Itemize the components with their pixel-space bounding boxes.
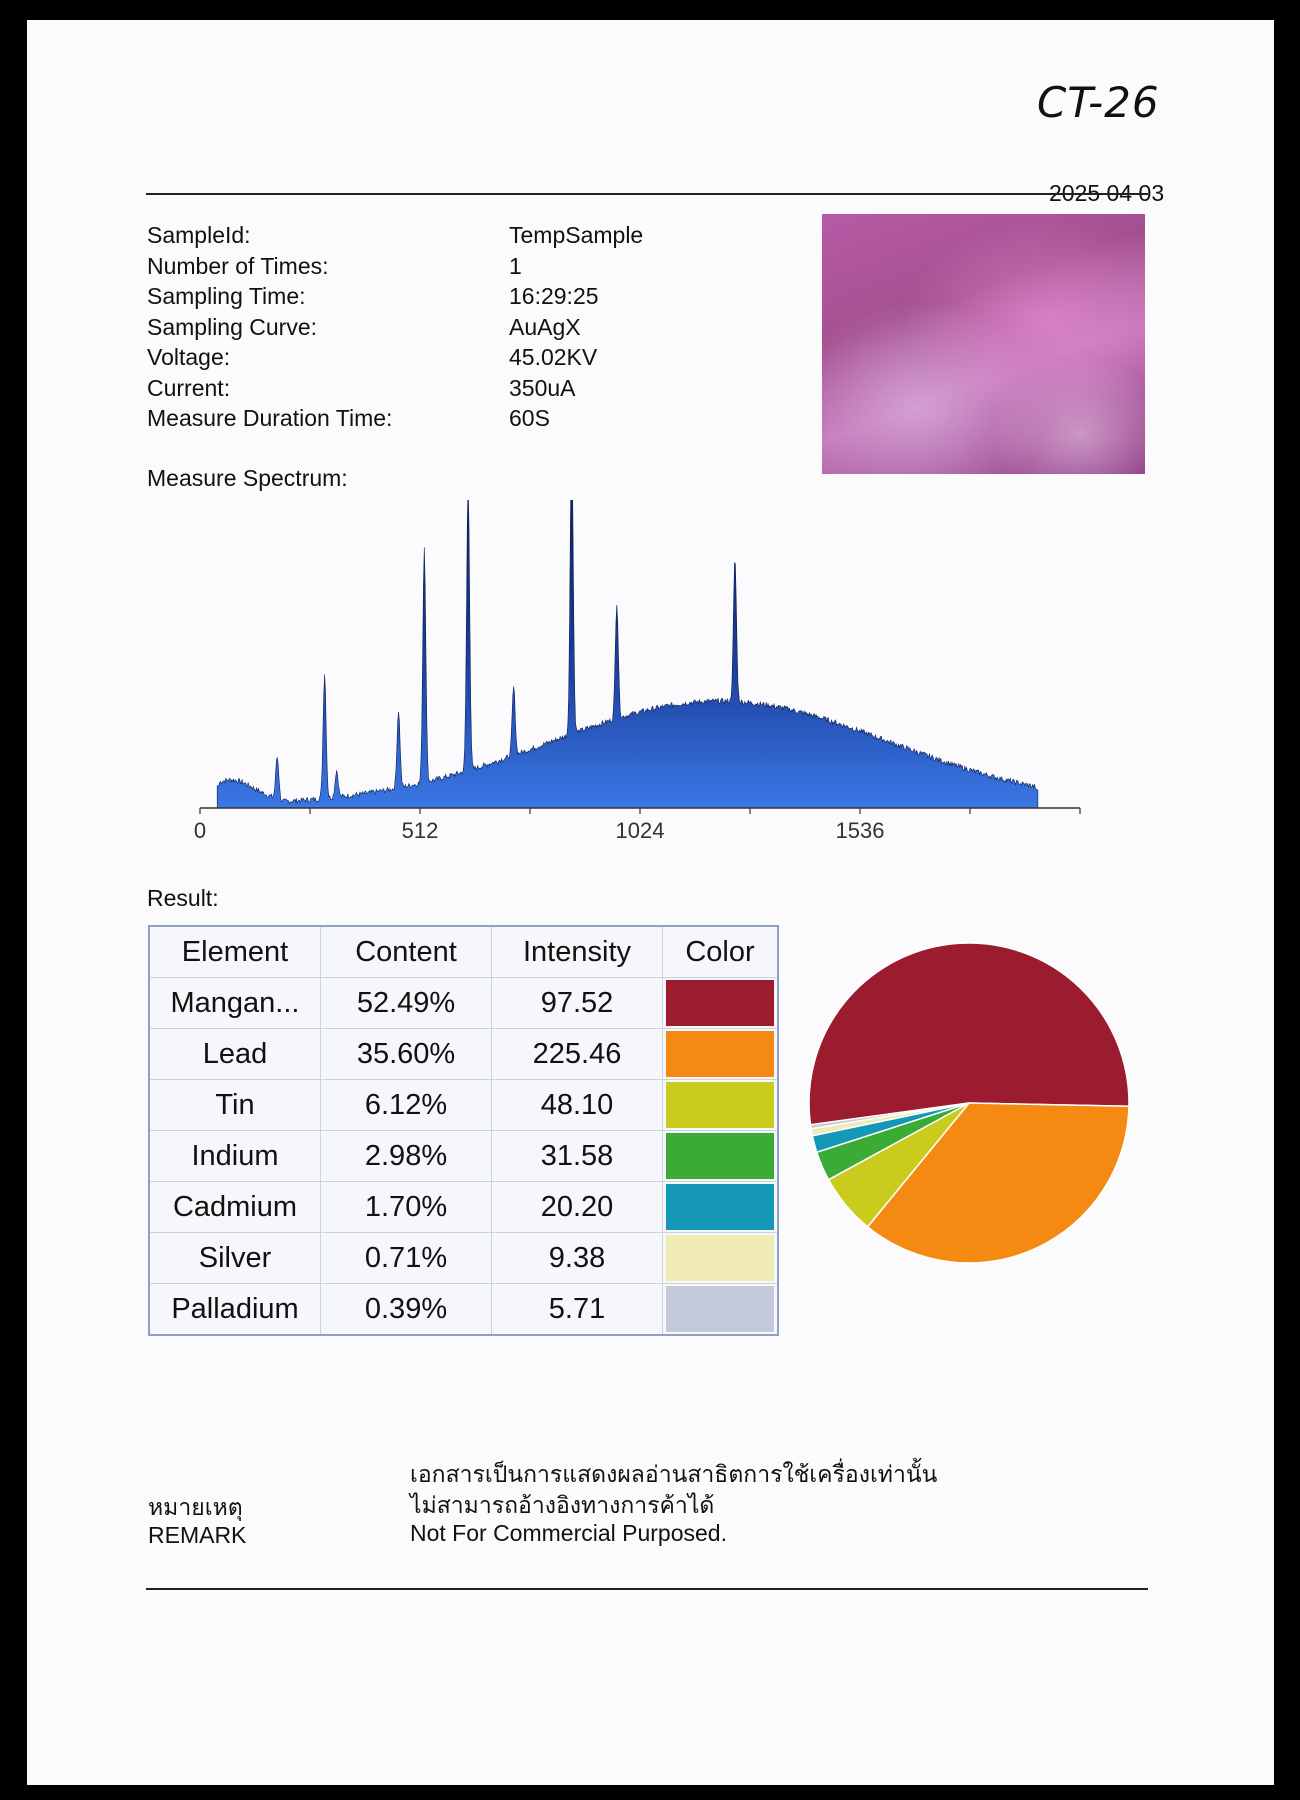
pie-slice-mangan (809, 943, 1129, 1125)
cell-color (663, 1284, 779, 1336)
cell-intensity: 20.20 (492, 1182, 663, 1233)
cell-element: Indium (149, 1131, 321, 1182)
info-label: Sampling Time: (147, 283, 306, 309)
remark-label-thai: หมายเหตุ (148, 1494, 243, 1520)
info-row (147, 373, 643, 404)
sample-info (147, 220, 643, 434)
cell-content: 2.98% (321, 1131, 492, 1182)
top-divider (146, 193, 1148, 195)
info-row (147, 342, 643, 373)
table-row (149, 978, 778, 1029)
info-value: AuAgX (509, 313, 581, 340)
cell-element: Mangan... (149, 978, 321, 1029)
cell-element: Tin (149, 1080, 321, 1131)
cell-element: Palladium (149, 1284, 321, 1336)
composition-pie-chart (804, 938, 1134, 1268)
remark-thai-line-1: เอกสารเป็นการแสดงผลอ่านสาธิตการใช้เครื่องเท่านั้น (410, 1461, 938, 1487)
info-value: 45.02KV (509, 344, 598, 370)
info-value: 1 (509, 252, 522, 279)
info-label: Current: (147, 374, 231, 401)
handwritten-sample-id: CT-26 (1037, 78, 1160, 127)
info-label: Measure Duration Time: (147, 405, 393, 431)
remark-english: Not For Commercial Purposed. (410, 1520, 727, 1546)
cell-content: 0.39% (321, 1284, 492, 1336)
table-row (149, 1131, 778, 1182)
cell-content: 6.12% (321, 1080, 492, 1131)
spectrum-tick-label: 1024 (615, 818, 665, 843)
table-header-row (149, 926, 778, 978)
cell-element: Lead (149, 1029, 321, 1080)
color-swatch (666, 1286, 774, 1332)
color-swatch (666, 1082, 774, 1128)
info-label: Voltage: (147, 344, 231, 370)
spectrum-label: Measure Spectrum: (147, 465, 348, 491)
cell-content: 35.60% (321, 1029, 492, 1080)
cell-content: 52.49% (321, 978, 492, 1029)
table-row (149, 1029, 778, 1080)
table-row (149, 1080, 778, 1131)
cell-color (663, 1029, 779, 1080)
remark-thai-line-2: ไม่สามารถอ้างอิงทางการค้าได้ (410, 1492, 715, 1518)
result-table (148, 925, 779, 1336)
info-label: Sampling Curve: (147, 313, 318, 340)
table-row (149, 1233, 778, 1284)
spectrum-ticks (194, 808, 1080, 843)
cell-intensity: 9.38 (492, 1233, 663, 1284)
spectrum-chart (190, 500, 1090, 855)
spectrum-tick-label: 1536 (835, 818, 885, 843)
table-row (149, 1284, 778, 1336)
bottom-divider (146, 1588, 1148, 1590)
info-value: 350uA (509, 374, 576, 401)
cell-intensity: 48.10 (492, 1080, 663, 1131)
header-content: Content (321, 926, 492, 978)
info-row (147, 403, 643, 434)
cell-intensity: 31.58 (492, 1131, 663, 1182)
cell-color (663, 1233, 779, 1284)
cell-content: 0.71% (321, 1233, 492, 1284)
color-swatch (666, 980, 774, 1026)
cell-color (663, 1182, 779, 1233)
color-swatch (666, 1031, 774, 1077)
cell-color (663, 1131, 779, 1182)
report-date: 2025 04 03 (1049, 180, 1165, 206)
info-value: TempSample (509, 222, 644, 248)
info-label: Number of Times: (147, 252, 329, 279)
sample-photo (822, 214, 1145, 474)
cell-color (663, 1080, 779, 1131)
spectrum-area (217, 500, 1038, 808)
spectrum-tick-label: 0 (193, 818, 207, 843)
info-row (147, 251, 643, 282)
color-swatch (666, 1184, 774, 1230)
info-row (147, 312, 643, 343)
cell-color (663, 978, 779, 1029)
info-row (147, 220, 643, 251)
cell-intensity: 5.71 (492, 1284, 663, 1336)
header-intensity: Intensity (492, 926, 663, 978)
info-value: 60S (509, 405, 550, 431)
cell-content: 1.70% (321, 1182, 492, 1233)
info-row (147, 281, 643, 312)
cell-intensity: 225.46 (492, 1029, 663, 1080)
cell-element: Cadmium (149, 1182, 321, 1233)
remark-label-english: REMARK (148, 1522, 247, 1548)
info-label: SampleId: (147, 222, 251, 248)
result-label: Result: (147, 885, 219, 911)
cell-element: Silver (149, 1233, 321, 1284)
color-swatch (666, 1133, 774, 1179)
header-color: Color (663, 926, 779, 978)
info-value: 16:29:25 (509, 283, 599, 309)
color-swatch (666, 1235, 774, 1281)
table-row (149, 1182, 778, 1233)
spectrum-tick-label: 512 (401, 818, 439, 843)
header-element: Element (149, 926, 321, 978)
cell-intensity: 97.52 (492, 978, 663, 1029)
